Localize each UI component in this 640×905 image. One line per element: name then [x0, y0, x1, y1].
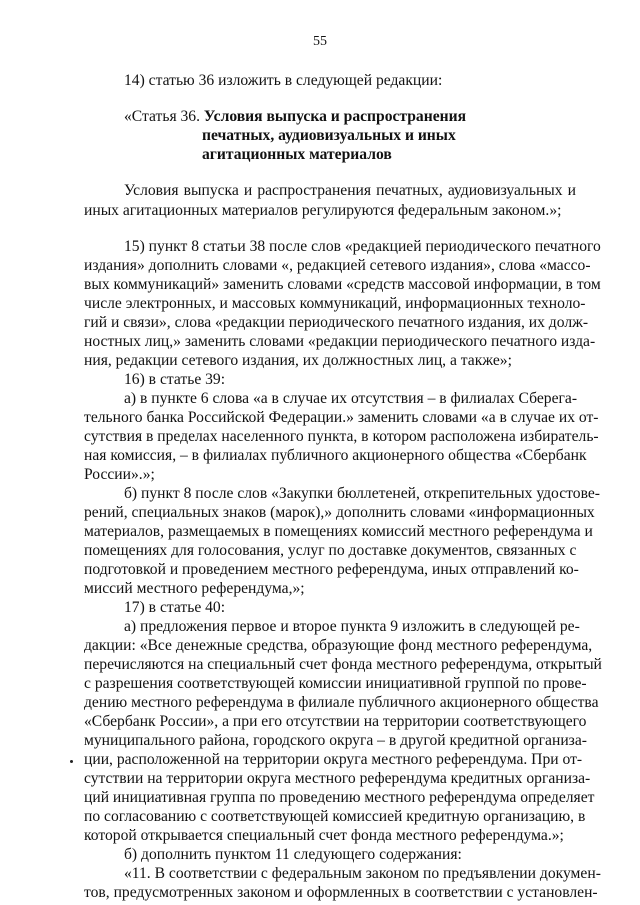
- item-17b-heading: б) дополнить пунктом 11 следующего содержания:: [124, 846, 462, 863]
- article-heading-line-1: [124, 107, 466, 126]
- item-15-line: гий и связи», слова «редакции периодического печатного издания, их долж-: [84, 314, 589, 331]
- item-16b-line: рений, специальных знаков (марок),» дополнить словами «информационных: [84, 504, 595, 521]
- item-17a-line: а) предложения первое и второе пункта 9 изложить в следующей ре-: [124, 618, 580, 635]
- article-title-1: Условия выпуска и распространения: [203, 108, 467, 125]
- item-16b-line: миссий местного референдума,»;: [84, 580, 305, 597]
- item-15-line: числе электронных, и массовых коммуникаций, информационных техноло-: [84, 295, 586, 312]
- item-17a-line: ций инициативная группа по проведению местного референдума определяет: [84, 789, 595, 806]
- item-15-line: ния, редакции сетевого издания, их должностных лиц, а также»;: [84, 352, 512, 369]
- item-15-line: вых коммуникаций» заменить словами «средств массовой информации, в том: [84, 276, 601, 293]
- article-title-3: агитационных материалов: [202, 146, 392, 163]
- item-17a-line: дению местного референдума в филиале публичного акционерного общества: [84, 694, 599, 711]
- article-prefix: «Статья 36.: [124, 108, 201, 125]
- item-17-heading: 17) в статье 40:: [124, 599, 226, 616]
- item-17a-line: перечисляются на специальный счет фонда местного референдума, открытый: [84, 656, 602, 673]
- item-16a-line: России».»;: [84, 466, 155, 483]
- item-17a-line: дакции: «Все денежные средства, образующие фонд местного референдума,: [84, 637, 593, 654]
- page-number: 55: [313, 34, 327, 49]
- item-16b-line: помещениях для голосования, услуг по доставке документов, связанных с: [84, 542, 577, 559]
- item-16a-line: сутствия в пределах населенного пункта, в котором расположена избиратель-: [84, 428, 599, 445]
- article-body-line: Условия выпуска и распространения печатных, аудиовизуальных и: [124, 182, 576, 199]
- item-16a-line: тельного банка Российской Федерации.» заменить словами «а в случае их от-: [84, 409, 599, 426]
- item-17a-line: ции, расположенной на территории округа местного референдума. При от-: [84, 751, 583, 768]
- item-17a-line: по согласованию с соответствующей комиссией кредитную организацию, в: [84, 808, 586, 825]
- item-16a-line: ная комиссия, – в филиалах публичного акционерного общества «Сбербанк: [84, 447, 587, 464]
- item-16-heading: 16) в статье 39:: [124, 371, 226, 388]
- item-15-line: издания» дополнить словами «, редакцией сетевого издания», слова «массо-: [84, 257, 591, 274]
- item-17b-line: «11. В соответствии с федеральным законом по предъявлении докумен-: [124, 865, 601, 882]
- item-17a-line: сутствии на территории округа местного референдума кредитных организа-: [84, 770, 591, 787]
- item-15-line: 15) пункт 8 статьи 38 после слов «редакцией периодического печатного: [124, 238, 601, 255]
- item-16b-line: материалов, размещаемых в помещениях комиссий местного референдума и: [84, 523, 593, 540]
- article-title-2: печатных, аудиовизуальных и иных: [202, 127, 456, 144]
- item-16a-line: а) в пункте 6 слова «а в случае их отсутствия – в филиалах Сберега-: [124, 390, 578, 407]
- item-17b-line: тов, предусмотренных законом и оформленных в соответствии с установлен-: [84, 884, 598, 901]
- item-16b-line: б) пункт 8 после слов «Закупки бюллетеней, открепительных удостове-: [124, 485, 600, 502]
- item-17a-line: с разрешения соответствующей комиссии инициативной группой по прове-: [84, 675, 587, 692]
- item-17a-line: которой открывается специальный счет фонда местного референдума.»;: [84, 827, 564, 844]
- item-17a-line: муниципального района, городского округа – в другой кредитной организа-: [84, 732, 587, 749]
- item-15-line: ностных лиц,» заменить словами «редакции периодического печатного изда-: [84, 333, 596, 350]
- item-14-text: 14) статью 36 изложить в следующей редакции:: [124, 72, 443, 89]
- item-17a-line: «Сбербанк России», а при его отсутствии на территории соответствующего: [84, 713, 587, 730]
- article-body-line: иных агитационных материалов регулируются федеральным законом.»;: [84, 202, 562, 219]
- item-16b-line: подготовкой и проведением местного референдума, иных отправлений ко-: [84, 561, 579, 578]
- scan-speck: [70, 760, 73, 763]
